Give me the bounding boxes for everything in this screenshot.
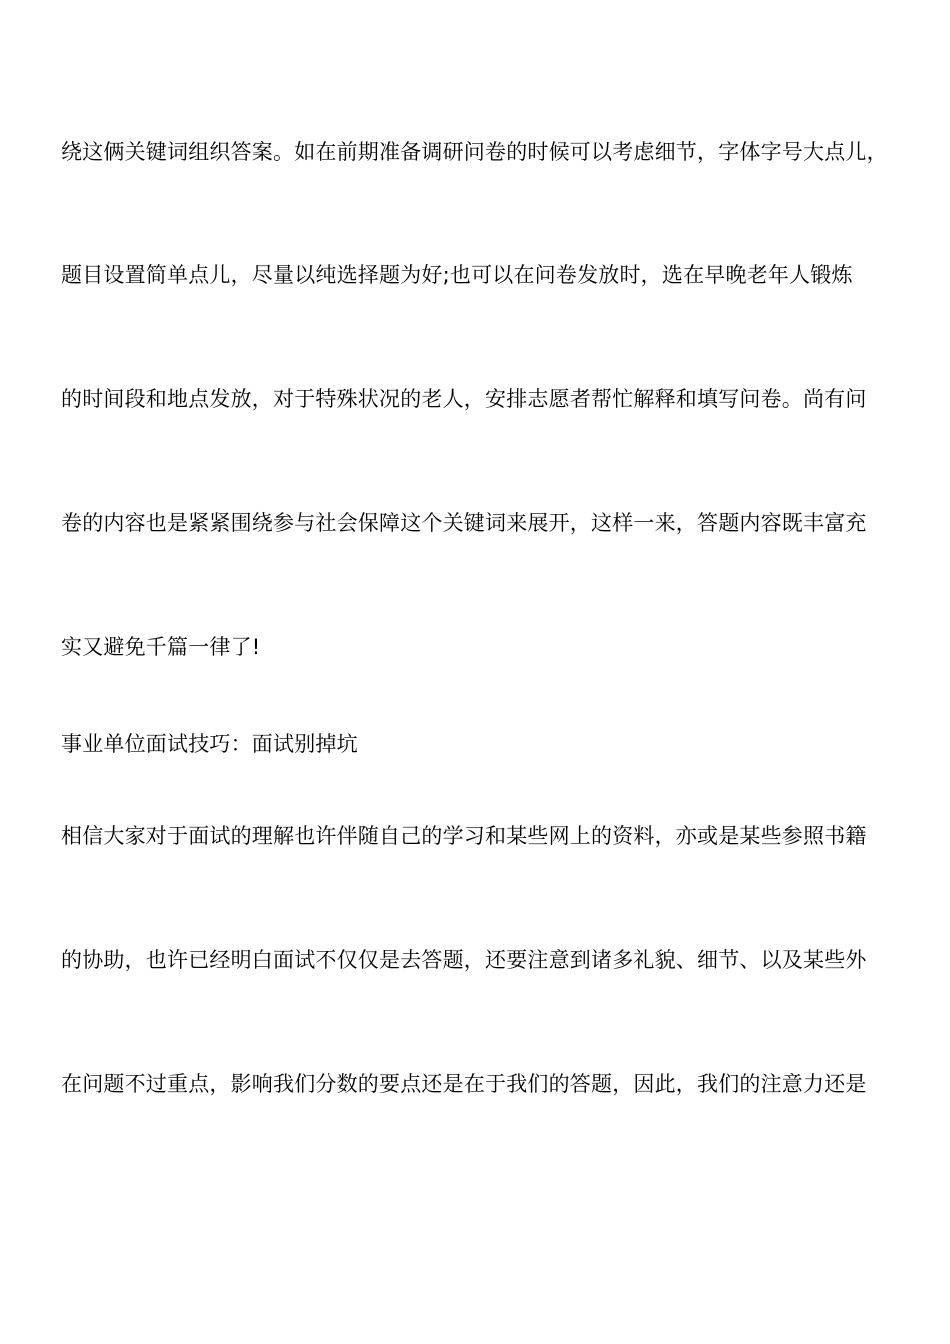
paragraph-line: 题目设置简单点儿，尽量以纯选择题为好;也可以在问卷发放时，选在早晚老年人锻炼 [61,263,853,287]
paragraph-line: 的协助，也许已经明白面试不仅仅是去答题，还要注意到诸多礼貌、细节、以及某些外 [61,948,867,972]
paragraph-line: 绕这俩关键词组织答案。如在前期准备调研问卷的时候可以考虑细节，字体字号大点儿， [61,140,888,164]
section-heading: 事业单位面试技巧：面试别掉坑 [61,732,358,756]
paragraph-line: 的时间段和地点发放，对于特殊状况的老人，安排志愿者帮忙解释和填写问卷。尚有问 [61,387,867,411]
paragraph-line: 卷的内容也是紧紧围绕参与社会保障这个关键词来展开，这样一来，答题内容既丰富充 [61,511,867,535]
paragraph-line: 在问题不过重点，影响我们分数的要点还是在于我们的答题，因此，我们的注意力还是 [61,1072,867,1096]
paragraph-line: 相信大家对于面试的理解也许伴随自己的学习和某些网上的资料，亦或是某些参照书籍 [61,824,867,848]
paragraph-line: 实又避免千篇一律了! [61,635,261,659]
